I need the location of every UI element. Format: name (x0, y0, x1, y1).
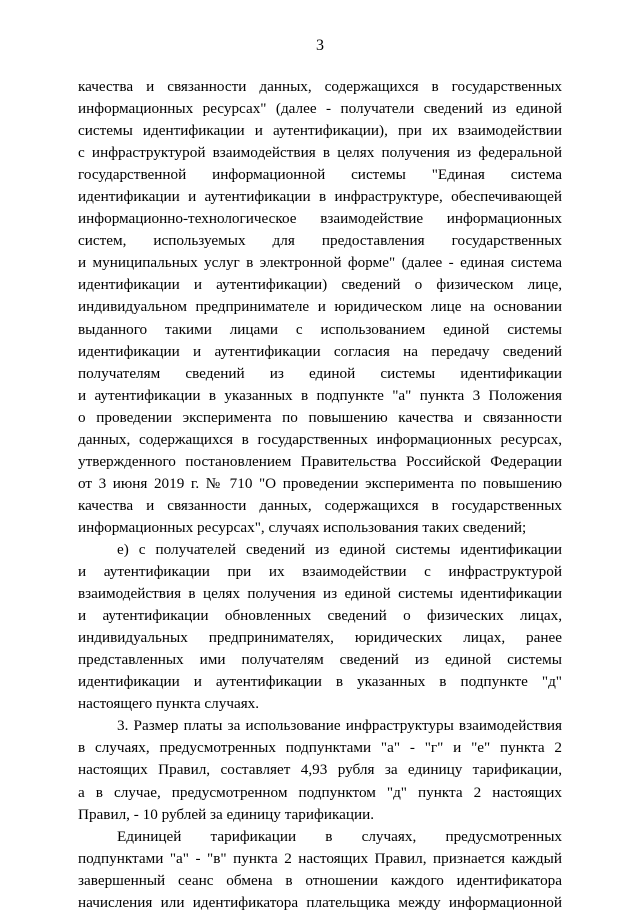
text-line: идентификации и аутентификации согласия на передачу сведений (78, 342, 562, 360)
text-line: государственной информационной системы "Единая система (78, 166, 562, 184)
document-body (78, 76, 562, 914)
text-line: утвержденного постановлением Правительства Российской Федерации (78, 452, 562, 470)
page-number: 3 (316, 37, 324, 54)
text-line: и муниципальных услуг в электронной форме" (далее - единая система (78, 254, 562, 272)
text-line: идентификации и аутентификации в инфраструктуре, обеспечивающей (78, 188, 562, 206)
text-line: идентификации и аутентификации) сведений о физическом лице, (78, 276, 562, 294)
text-line: систем, используемых для предоставления государственных (78, 232, 562, 250)
text-line: и аутентификации в указанных в подпункте "а" пункта 3 Положения (78, 386, 562, 404)
text-line: Единицей тарификации в случаях, предусмотренных (117, 827, 562, 845)
text-line: 3. Размер платы за использование инфраструктуры взаимодействия (117, 717, 562, 735)
text-line: Правил, - 10 рублей за единицу тарификации. (78, 805, 375, 823)
text-line: информационных ресурсах" (далее - получатели сведений из единой (78, 100, 562, 118)
text-line: и аутентификации при их взаимодействии с инфраструктурой (78, 563, 562, 581)
text-line: начисления или идентификатора плательщика между информационной (78, 893, 562, 911)
text-line: а в случае, предусмотренном подпунктом "д" пункта 2 настоящих (78, 783, 562, 801)
text-line: данных, содержащихся в государственных информационных ресурсах, (78, 430, 562, 448)
text-line: качества и связанности данных, содержащихся в государственных (78, 496, 562, 514)
text-line: представленных ими получателям сведений из единой системы (78, 651, 562, 669)
text-line: взаимодействия в целях получения из единой системы идентификации (78, 585, 562, 603)
text-line: о проведении эксперимента по повышению качества и связанности (78, 408, 562, 426)
text-line: получателям сведений из единой системы идентификации (78, 364, 562, 382)
text-line: от 3 июня 2019 г. № 710 "О проведении эксперимента по повышению (78, 474, 562, 492)
text-line: информационно-технологическое взаимодействие информационных (78, 210, 562, 228)
text-line: выданного такими лицами с использованием единой системы (78, 320, 562, 338)
text-line: системы идентификации и аутентификации), при их взаимодействии (78, 122, 562, 140)
text-line: информационных ресурсах", случаях использования таких сведений; (78, 518, 527, 536)
text-line: с инфраструктурой взаимодействия в целях получения из федеральной (78, 144, 562, 162)
text-line: идентификации и аутентификации в указанных в подпункте "д" (78, 673, 562, 691)
text-line: подпунктами "а" - "в" пункта 2 настоящих Правил, признается каждый (78, 849, 562, 867)
text-line: в случаях, предусмотренных подпунктами "а" - "г" и "е" пункта 2 (78, 739, 562, 757)
text-line: индивидуальном предпринимателе и юридическом лице на основании (78, 298, 562, 316)
text-line: индивидуальных предпринимателях, юридических лицах, ранее (78, 629, 562, 647)
text-line: качества и связанности данных, содержащихся в государственных (78, 78, 562, 95)
text-line: завершенный сеанс обмена в отношении каждого идентификатора (78, 871, 562, 889)
text-line: и аутентификации обновленных сведений о физических лицах, (78, 607, 562, 625)
text-line: настоящего пункта случаях. (78, 695, 260, 713)
text-line: е) с получателей сведений из единой системы идентификации (117, 540, 562, 558)
text-line: настоящих Правил, составляет 4,93 рубля за единицу тарификации, (78, 761, 562, 779)
